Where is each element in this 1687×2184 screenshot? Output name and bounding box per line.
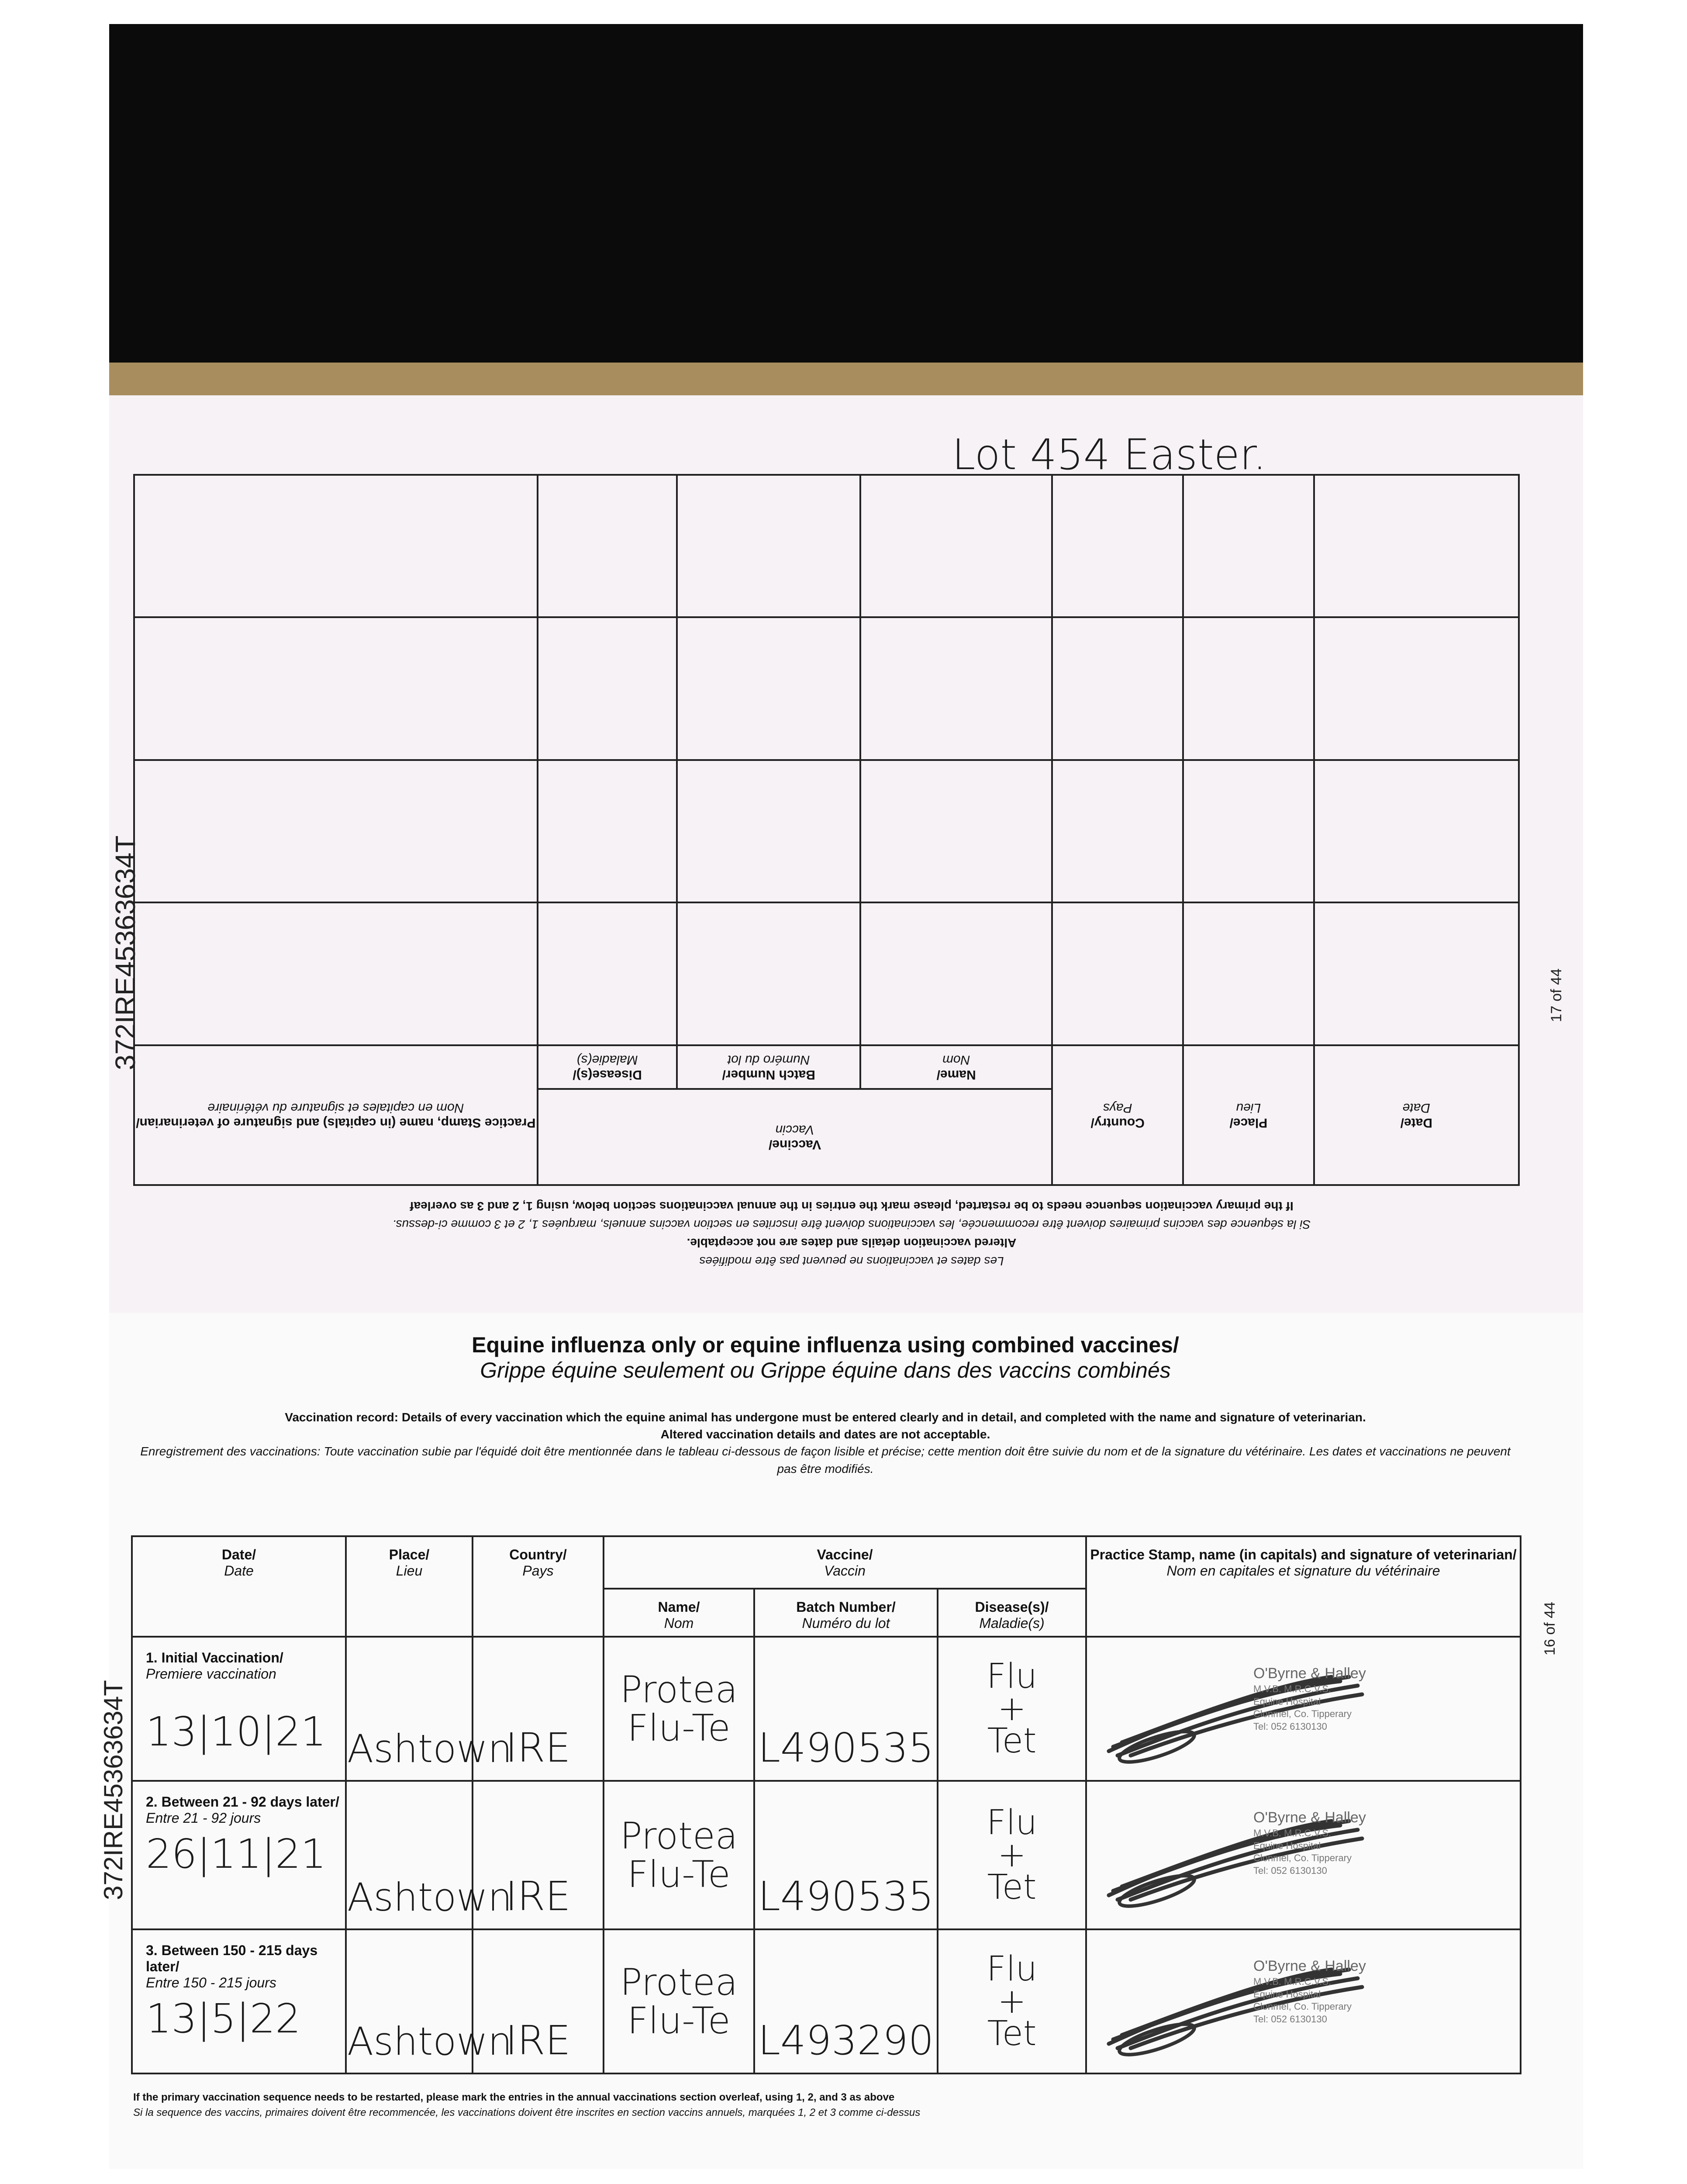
row-1-label: 1. Initial Vaccination/: [146, 1650, 283, 1666]
row-2-vaccine-name: Protea Flu-Te: [604, 1781, 754, 1929]
row-1-place: Ashtown: [346, 1637, 473, 1781]
row-1-stamp-signature: [1086, 1637, 1521, 1781]
upper-header-batch: Batch Number/ Numéro du lot: [677, 1045, 860, 1089]
upper-header-place: Place/ Lieu: [1183, 1045, 1314, 1185]
header-stamp: Practice Stamp, name (in capitals) and signature of veterinarian/ Nom en capitales et signature du vétérinaire: [1086, 1536, 1521, 1637]
upper-header-name: Name/ Nom: [860, 1045, 1052, 1089]
vaccination-row-3: [132, 1929, 1521, 2073]
altered-en: Altered vaccination details and dates are not acceptable.: [660, 1427, 990, 1441]
row-2-disease: Flu + Tet: [938, 1781, 1086, 1929]
lower-vaccination-table: [131, 1535, 1520, 2068]
upper-header-disease: Disease(s)/ Maladie(s): [538, 1045, 677, 1089]
passport-cover-edge: [109, 363, 1583, 395]
header-country: Country/ Pays: [473, 1536, 604, 1637]
header-place: Place/ Lieu: [346, 1536, 473, 1637]
header-name: Name/ Nom: [604, 1589, 754, 1637]
row-2-date: 26|11|21: [146, 1831, 327, 1877]
upper-page-number: 17 of 44: [1548, 968, 1565, 1022]
row-1-practice-stamp: O'Byrne & Halley M.V.B. M.R.C.V.S. Equine Hospital Clonmel, Co. Tipperary Tel: 052 6130130: [1253, 1665, 1366, 1732]
row-1-disease: Flu + Tet: [938, 1637, 1086, 1781]
upper-vaccination-table: [133, 474, 1520, 1186]
header-vaccine: Vaccine/ Vaccin: [604, 1536, 1086, 1589]
row-2-batch: L490535: [754, 1781, 938, 1929]
row-2-date-cell: [132, 1781, 346, 1929]
upper-empty-row: [134, 760, 1519, 903]
row-2-practice-stamp: O'Byrne & Halley M.V.B. M.R.C.V.S. Equine Hospital Clonmel, Co. Tipperary Tel: 052 6130130: [1253, 1809, 1366, 1876]
upper-altered-fr: Les dates et vaccinations ne peuvent pas être modifiées: [699, 1254, 1004, 1268]
row-3-batch: L493290: [754, 1929, 938, 2073]
footnote-fr: Si la sequence des vaccins, primaires doivent être recommencée, les vaccinations doivent être inscrites en section vaccins annuels, marquées 1, 2 et 3 comme ci-dessus: [133, 2106, 921, 2118]
row-3-country: IRE: [473, 1929, 604, 2073]
row-3-disease: Flu + Tet: [938, 1929, 1086, 2073]
upper-restart-en: If the primary vaccination sequence needs to be restarted, please mark the entries in the annual vaccinations section below, using 1, 2 and 3 as overleaf: [410, 1199, 1294, 1213]
dark-background: [109, 24, 1583, 400]
upper-empty-row: [134, 475, 1519, 618]
lower-title-fr: Grippe équine seulement ou Grippe équine dans des vaccins combinés: [480, 1358, 1171, 1382]
header-date: Date/ Date: [132, 1536, 346, 1637]
record-en: Details of every vaccination which the equine animal has undergone must be entered clearly and in detail, and completed with the name and signature of veterinarian.: [401, 1410, 1366, 1424]
record-fr: Enregistrement des vaccinations: Toute vaccination subie par l'équidé doit être mentionnée dans le tableau ci-dessous de façon lisible et précise; cette mention doit être suivie du nom et de la signature du vétérinaire. Les dates et vaccinations ne peuvent pas être modifiés.: [140, 1444, 1511, 1476]
lower-title: Equine influenza only or equine influenza using combined vaccines/: [472, 1333, 1179, 1357]
row-3-label: 3. Between 150 - 215 days later/: [146, 1942, 318, 1974]
upper-side-id: 372IRE45363634T: [110, 835, 141, 1070]
row-2-place: Ashtown: [346, 1781, 473, 1929]
handwritten-lot-note: Lot 454 Easter.: [952, 430, 1266, 479]
upper-table-grid: [133, 474, 1520, 1186]
vaccination-row-2: [132, 1781, 1521, 1929]
upper-notes: [262, 1197, 1441, 1270]
row-1-vaccine-name: Protea Flu-Te: [604, 1637, 754, 1781]
lower-record-notes: [131, 1409, 1520, 1477]
upper-header-country: Country/ Pays: [1052, 1045, 1183, 1185]
upper-header-date: Date/ Date: [1314, 1045, 1519, 1185]
row-1-date: 13|10|21: [146, 1708, 327, 1755]
record-intro: Vaccination record:: [285, 1410, 399, 1424]
lower-side-id: 372IRE45363634T: [99, 1680, 128, 1900]
footnote-en: If the primary vaccination sequence needs to be restarted, please mark the entries in the annual vaccinations section overleaf, using 1, 2, and 3 as above: [133, 2091, 895, 2103]
lower-title-block: [131, 1332, 1520, 1383]
upper-altered-en: Altered vaccination details and dates are not acceptable.: [687, 1236, 1017, 1250]
upper-header-vaccine: Vaccine/ Vaccin: [538, 1089, 1052, 1185]
row-3-vaccine-name: Protea Flu-Te: [604, 1929, 754, 2073]
row-3-date-cell: [132, 1929, 346, 2073]
vaccination-row-1: [132, 1637, 1521, 1781]
header-batch: Batch Number/ Numéro du lot: [754, 1589, 938, 1637]
row-2-country: IRE: [473, 1781, 604, 1929]
row-1-label-fr: Premiere vaccination: [146, 1666, 276, 1682]
row-3-practice-stamp: O'Byrne & Halley M.V.B. M.R.C.V.S. Equine Hospital Clonmel, Co. Tipperary Tel: 052 6130130: [1253, 1958, 1366, 2025]
upper-empty-row: [134, 903, 1519, 1046]
row-1-country: IRE: [473, 1637, 604, 1781]
row-2-label-fr: Entre 21 - 92 jours: [146, 1810, 261, 1826]
lower-table-grid: [131, 1535, 1521, 2074]
row-3-place: Ashtown: [346, 1929, 473, 2073]
upper-empty-row: [134, 618, 1519, 760]
row-3-date: 13|5|22: [146, 1995, 301, 2042]
row-3-stamp-signature: [1086, 1929, 1521, 2073]
lower-page-number: 16 of 44: [1542, 1602, 1558, 1655]
upper-restart-fr: Si la séquence des vaccins primaires doivent être recommencée, les vaccinations doivent être inscrites en section vaccins annuels, marquées 1, 2 et 3 comme ci-dessus.: [392, 1218, 1311, 1231]
row-1-date-cell: [132, 1637, 346, 1781]
lower-footnotes: [133, 2090, 1531, 2121]
row-3-label-fr: Entre 150 - 215 jours: [146, 1975, 276, 1990]
row-2-stamp-signature: [1086, 1781, 1521, 1929]
upper-header-stamp: Practice Stamp, name (in capitals) and signature of veterinarian/ Nom en capitales et signature du vétérinaire: [134, 1045, 538, 1185]
header-disease: Disease(s)/ Maladie(s): [938, 1589, 1086, 1637]
row-2-label: 2. Between 21 - 92 days later/: [146, 1794, 339, 1810]
row-1-batch: L490535: [754, 1637, 938, 1781]
